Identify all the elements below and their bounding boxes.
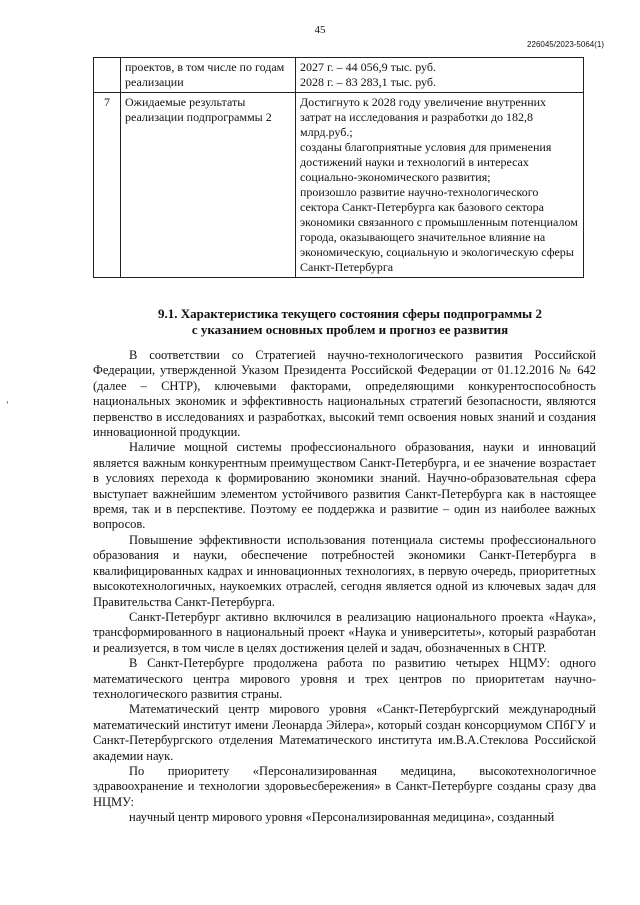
paragraph: Санкт-Петербург активно включился в реализацию национального проекта «Наука», трансформированного в национальный проект «Наука и университеты», который разработан и реализуется, в том числе в целях достижения целей и задач, обозначенных в СНТР. — [93, 609, 596, 655]
section-title-line: 9.1. Характеристика текущего состояния сферы подпрограммы 2 — [158, 306, 542, 321]
paragraph: Повышение эффективности использования потенциала системы профессионального образования и науки, обеспечение потребностей экономики Санкт-Петербурга в квалифицированных кадрах и инновационных технологиях, в первую очередь, приоритетных высокотехнологичных, наукоемких отраслей, сегодня является одной из ключевых задач для Правительства Санкт-Петербурга. — [93, 532, 596, 609]
row-label-cell: Ожидаемые результаты реализации подпрограммы 2 — [121, 93, 296, 278]
funding-2028: 2028 г. – 83 283,1 тыс. руб. — [300, 75, 436, 89]
expected-result-item: произошло развитие научно-технологического сектора Санкт-Петербурга как базового сектора экономики связанного с промышленным потенциалом города, оказывающего значительное влияние на экономическую, социальную и экологическую сферы Санкт-Петербурга — [300, 185, 578, 274]
document-code: 226045/2023-5064(1) — [527, 40, 604, 49]
paragraph: Математический центр мирового уровня «Санкт-Петербургский международный математический институт имени Леонарда Эйлера», который создан консорциумом СПбГУ и Санкт-Петербургского отделения Математического института им.В.А.Стеклова Российской академии наук. — [93, 702, 596, 763]
paragraph: В соответствии со Стратегией научно-технологического развития Российской Федерации, утвержденной Указом Президента Российской Федерации от 01.12.2016 № 642 (далее – СНТР), ключевыми факторами, определяющими конкурентоспособность национальных экономик и эффективность национальных стратегий безопасности, являются первенство в исследованиях и разработках, высокий темп освоения новых знаний и создания инновационной продукции. — [93, 348, 596, 440]
table-row — [94, 93, 584, 278]
scan-margin-mark: ' — [6, 400, 9, 411]
paragraph: В Санкт-Петербурге продолжена работа по развитию четырех НЦМУ: одного математического центра мирового уровня и трех центров по приоритетам научно-технологического развития страны. — [93, 656, 596, 701]
row-number-cell — [94, 58, 121, 93]
funding-2027: 2027 г. – 44 056,9 тыс. руб. — [300, 60, 436, 74]
expected-result-item: созданы благоприятные условия для применения достижений науки и технологий в интересах социально-экономического развития; — [300, 140, 552, 184]
expected-result-item: Достигнуто к 2028 году увеличение внутренних затрат на исследования и разработки до 182,8 млрд.руб.; — [300, 95, 547, 139]
row-number-cell: 7 — [94, 93, 121, 278]
body-text — [93, 348, 596, 826]
row-value-cell — [296, 93, 584, 278]
page-number: 45 — [314, 24, 326, 36]
table-row — [94, 58, 584, 93]
paragraph: Наличие мощной системы профессионального образования, науки и инноваций является важным конкурентным преимуществом Санкт-Петербурга, и ее значение возрастает в условиях перехода к формированию экономики знаний. Научно-образовательная сфера выступает важнейшим элементом устойчивого развития Санкт-Петербурга как в настоящее время, так и в перспективе. Поэтому ее поддержка и развитие – один из наиболее важных вопросов. — [93, 440, 596, 532]
row-label-cell: проектов, в том числе по годам реализации — [121, 58, 296, 93]
section-title — [100, 306, 600, 338]
program-passport-table — [93, 57, 584, 278]
paragraph: научный центр мирового уровня «Персонализированная медицина», созданный — [129, 810, 555, 825]
row-value-cell — [296, 58, 584, 93]
section-title-line: с указанием основных проблем и прогноз ее развития — [191, 322, 509, 337]
paragraph: По приоритету «Персонализированная медицина, высокотехнологичное здравоохранение и технологии здоровьесбережения» в Санкт-Петербурге созданы сразу два НЦМУ: — [93, 763, 596, 809]
